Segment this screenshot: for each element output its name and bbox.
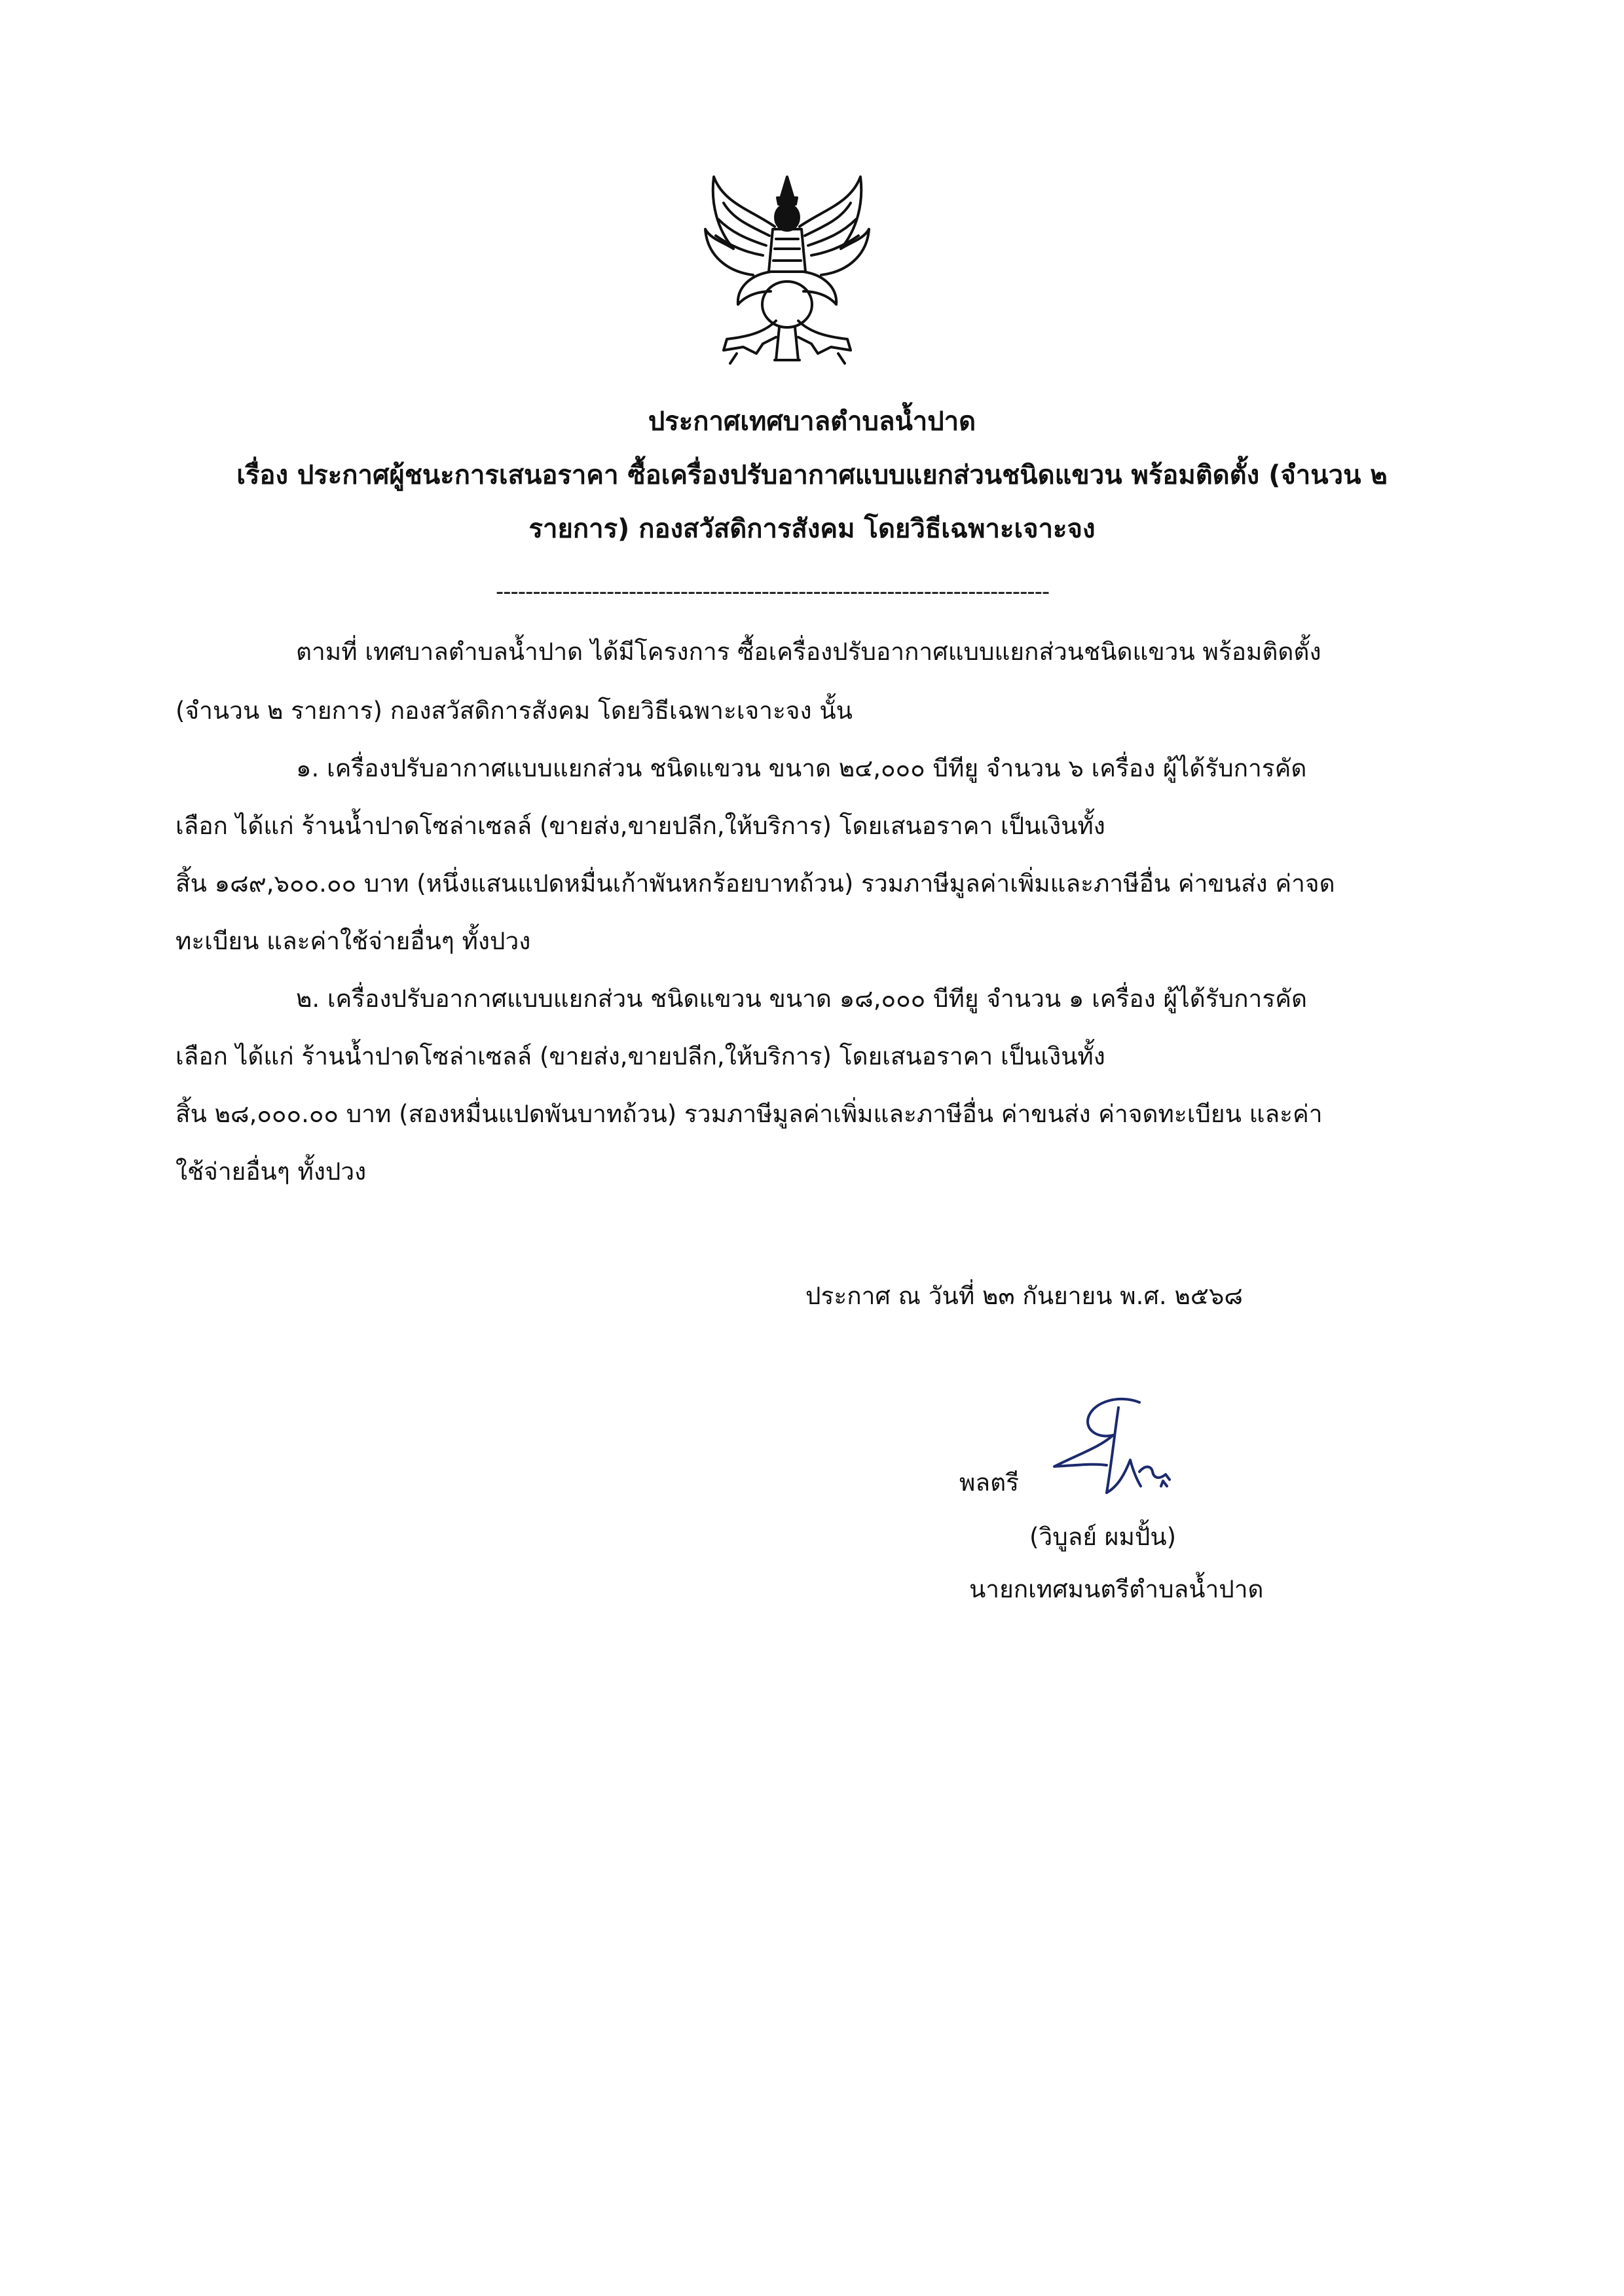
document-title: ประกาศเทศบาลตำบลน้ำปาด — [648, 407, 976, 437]
date-line: ประกาศ ณ วันที่ ๒๓ กันยายน พ.ศ. ๒๕๖๘ — [805, 1282, 1243, 1310]
item1-line-2: เลือก ได้แก่ ร้านน้ำปาดโซล่าเซลล์ (ขายส่ง,ขายปลีก,ให้บริการ) โดยเสนอราคา เป็นเงินทั้ง — [175, 812, 1105, 840]
handwritten-signature — [1041, 1388, 1192, 1512]
item2-line-2: เลือก ได้แก่ ร้านน้ำปาดโซล่าเซลล์ (ขายส่ง,ขายปลีก,ให้บริการ) โดยเสนอราคา เป็นเงินทั้ง — [175, 1042, 1105, 1070]
item1-line-4: ทะเบียน และค่าใช้จ่ายอื่นๆ ทั้งปวง — [175, 927, 531, 955]
item1-line-1: ๑. เครื่องปรับอากาศแบบแยกส่วน ชนิดแขวน ขนาด ๒๔,๐๐๐ บีทียู จำนวน ๖ เครื่อง ผู้ได้รับการคัด — [296, 754, 1307, 782]
intro-line-2: (จำนวน ๒ รายการ) กองสวัสดิการสังคม โดยวิธีเฉพาะเจาะจง นั้น — [175, 697, 853, 725]
signer-name: (วิบูลย์ ผมปั้น) — [1029, 1523, 1177, 1551]
separator-line: --------------------------------------------------------------------------- — [496, 579, 1050, 605]
subject-line-1: เรื่อง ประกาศผู้ชนะการเสนอราคา ซื้อเครื่องปรับอากาศแบบแยกส่วนชนิดแขวน พร้อมติดตั้ง (จำนวน ๒ — [236, 460, 1388, 490]
garuda-emblem-icon — [697, 164, 877, 373]
item2-line-3: สิ้น ๒๘,๐๐๐.๐๐ บาท (สองหมื่นแปดพันบาทถ้วน) รวมภาษีมูลค่าเพิ่มและภาษีอื่น ค่าขนส่ง ค่าจดทะเบียน และค่า — [175, 1100, 1323, 1128]
signer-rank: พลตรี — [959, 1468, 1019, 1497]
intro-line-1: ตามที่ เทศบาลตำบลน้ำปาด ได้มีโครงการ ซื้อเครื่องปรับอากาศแบบแยกส่วนชนิดแขวน พร้อมติดตั้ง — [296, 638, 1321, 666]
signer-position: นายกเทศมนตรีตำบลน้ำปาด — [969, 1575, 1264, 1603]
subject-line-2: รายการ) กองสวัสดิการสังคม โดยวิธีเฉพาะเจาะจง — [528, 514, 1096, 544]
item2-line-1: ๒. เครื่องปรับอากาศแบบแยกส่วน ชนิดแขวน ขนาด ๑๘,๐๐๐ บีทียู จำนวน ๑ เครื่อง ผู้ได้รับการคัด — [296, 985, 1307, 1013]
item1-line-3: สิ้น ๑๘๙,๖๐๐.๐๐ บาท (หนึ่งแสนแปดหมื่นเก้าพันหกร้อยบาทถ้วน) รวมภาษีมูลค่าเพิ่มและภาษีอื่น ค่าขนส่ง ค่าจด — [175, 869, 1335, 898]
item2-line-4: ใช้จ่ายอื่นๆ ทั้งปวง — [175, 1157, 367, 1186]
